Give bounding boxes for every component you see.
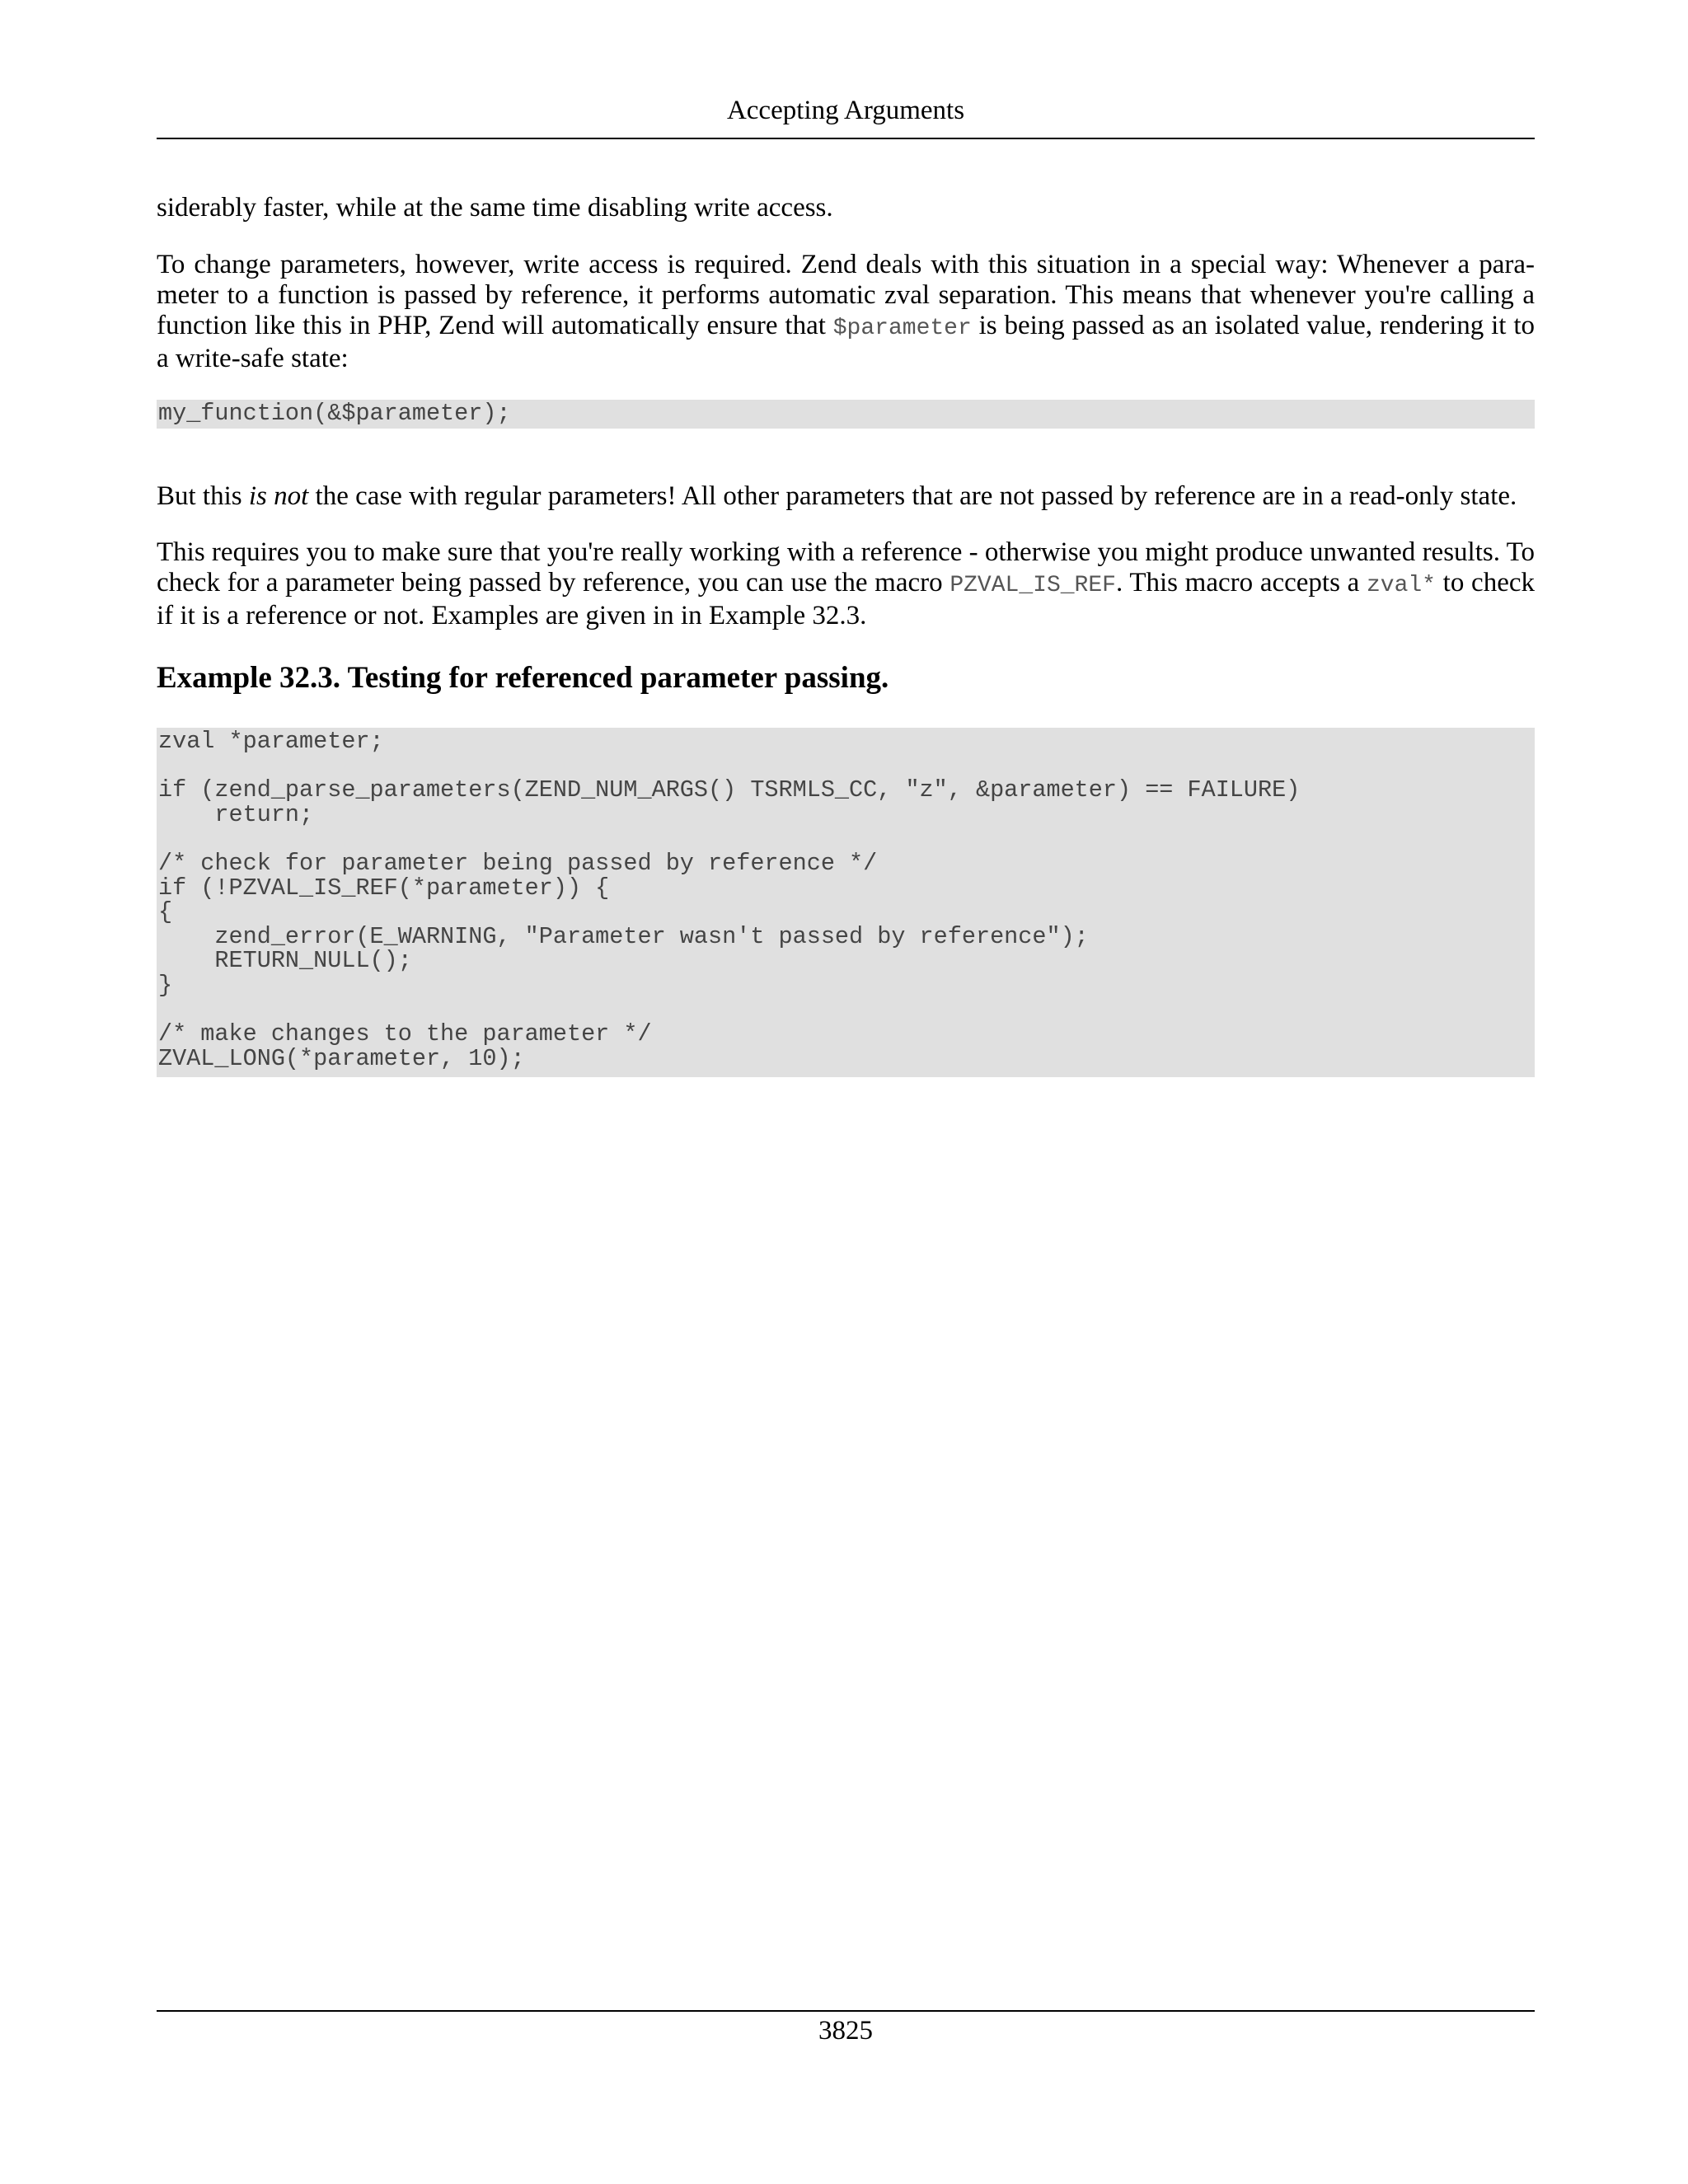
example-heading: Example 32.3. Testing for referenced parameter passing.: [157, 661, 889, 695]
inline-code-macro: PZVAL_IS_REF: [950, 573, 1116, 598]
header-rule: [157, 138, 1535, 139]
paragraph-regular-params: [157, 481, 1535, 512]
paragraph-text: But this: [157, 481, 249, 511]
paragraph-text: to check if it is a reference or not. Examples are given in in Example 32.3.: [157, 568, 1535, 630]
paragraph-text: is being passed as an isolated value, rendering it to a write-safe state:: [157, 311, 1535, 373]
paragraph-text: . This macro accepts a: [1115, 568, 1367, 598]
paragraph-text: This requires you to make sure that you're really working with a reference - otherwise you might produce unwanted results. To check for a parameter being passed by reference, you can use the macro: [157, 537, 1535, 598]
inline-code-zval: zval*: [1366, 573, 1436, 598]
paragraph-continuation: siderably faster, while at the same time disabling write access.: [157, 193, 833, 223]
running-header: Accepting Arguments: [726, 96, 965, 125]
paragraph-text: To change parameters, however, write access is required. Zend deals with this situation in a special way: Whenever a para-meter to a function is passed by reference, it performs automatic zval separation. This means that whenever you're calling a function like this in PHP, Zend will automatically ensure that: [157, 250, 1535, 340]
emphasis-text: is not: [248, 481, 309, 511]
paragraph-reference-check: [157, 537, 1535, 631]
page-number: 3825: [818, 2016, 873, 2046]
code-block-call: my_function(&$parameter);: [157, 400, 1535, 429]
footer-rule: [157, 2010, 1535, 2012]
paragraph-write-access: [157, 250, 1535, 374]
inline-code-parameter: $parameter: [832, 316, 972, 341]
paragraph-text: the case with regular parameters! All other parameters that are not passed by reference are in a read-only state.: [308, 481, 1517, 511]
page-content: [157, 193, 1535, 1077]
code-block-example: zval *parameter; if (zend_parse_parameters(ZEND_NUM_ARGS() TSRMLS_CC, "z", &parameter) == FAILURE) return; /* check for parameter being passed by reference */ if (!PZVAL_IS_REF(*parameter)) { { zend_error(E_WARNING, "Parameter wasn't passed by reference"); RETURN_NULL(); } /* make changes to the parameter */ ZVAL_LONG(*parameter, 10);: [157, 728, 1535, 1077]
